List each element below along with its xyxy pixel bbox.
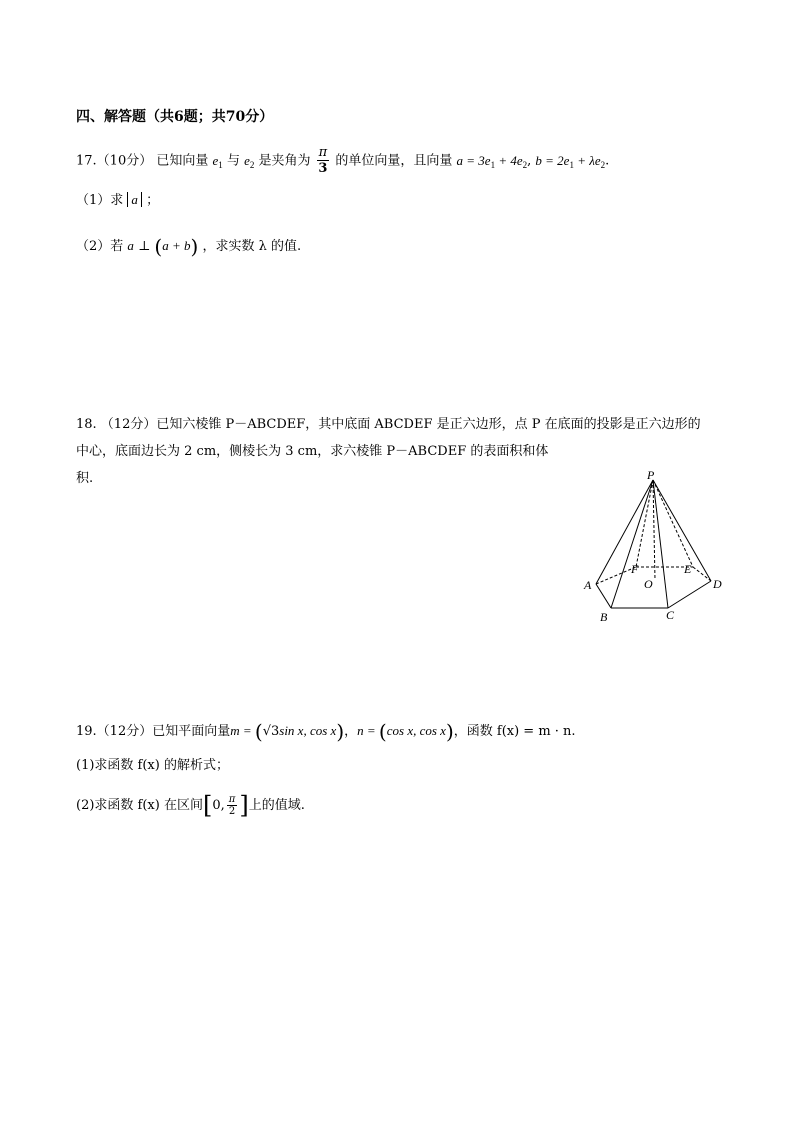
vector-n-components: cos x, cos x [386, 723, 446, 738]
label-O: O [644, 577, 653, 591]
magnitude-a: a [127, 192, 142, 207]
label-A: A [584, 578, 592, 592]
q17-mid: 是夹角为 [258, 153, 311, 169]
vector-n-def: n = [357, 723, 379, 738]
question-19-stem: 19.（12分）已知平面向量m = (√3sin x, cos x)，n = (cos x, cos x)，函数 f(x) = m · n. [76, 719, 576, 744]
question-18-line-1: 18. （12分）已知六棱锥 P－ABCDEF，其中底面 ABCDEF 是正六边形，点 P 在底面的投影是正六边形的 [76, 417, 701, 432]
question-19-part-1: (1)求函数 f(x) 的解析式； [76, 758, 229, 773]
edge-PC [653, 480, 668, 608]
vector-b-definition: $b = 2e_1 + \lambda e_2$ [535, 152, 606, 170]
interval-fraction: $\frac{\pi}{2}$ [228, 794, 236, 817]
section-title: 四、解答题（共6题；共70分） [76, 109, 274, 125]
vector-a: a [127, 238, 134, 253]
interval-left: 0, [212, 798, 225, 813]
q17-and: 与 [226, 153, 240, 169]
vector-a-definition: $a = 3e_1 + 4e_2$ [456, 152, 528, 170]
q19-part2-post: 上的值域. [248, 798, 305, 813]
question-17-part-2: （2）若 a ⊥ (a + b) ，求实数 λ 的值. [76, 234, 302, 259]
q17-part2-label: （2）若 [76, 239, 124, 254]
angle-fraction: $\frac{\pi}{3}$ [318, 145, 328, 176]
q17-part2-end: ，求实数 λ 的值. [202, 239, 302, 254]
label-F: F [631, 562, 639, 576]
function-definition: ，函数 f(x) = m · n. [453, 724, 576, 739]
edge-PD [653, 480, 711, 581]
edge-AB [596, 584, 611, 608]
q17-part1-end: ； [146, 193, 160, 208]
q17-intro: 已知向量 [156, 153, 209, 169]
perpendicular-symbol: ⊥ [138, 239, 155, 254]
label-D: D [713, 577, 722, 591]
edge-PE [653, 480, 693, 567]
vector-m-components: sin x, cos x [279, 723, 337, 738]
sqrt-3: √3 [262, 724, 280, 739]
label-B: B [600, 610, 608, 624]
q17-tail: 的单位向量，且向量 [335, 153, 453, 169]
q17-part1-label: （1）求 [76, 193, 124, 208]
q19-part2-pre: (2)求函数 f(x) 在区间 [76, 798, 203, 813]
question-18-line-2: 中心，底面边长为 2 cm，侧棱长为 3 cm，求六棱锥 P－ABCDEF 的表面积和体 [76, 444, 549, 459]
vector-m-def: m = [230, 723, 255, 738]
q19-separator: ， [344, 724, 358, 739]
label-E: E [684, 562, 692, 576]
question-19-part-2: (2)求函数 f(x) 在区间[0, $\frac{\pi}{2}$ ]上的值域. [76, 791, 305, 820]
hexagonal-pyramid-figure [580, 470, 730, 625]
edge-AF [596, 567, 636, 584]
vector-sum: a + b [162, 238, 191, 253]
label-C: C [666, 608, 675, 622]
label-P: P [647, 470, 655, 482]
question-18-line-3: 积. [76, 471, 94, 486]
q19-number: 19.（12分）已知平面向量 [76, 724, 231, 739]
q17-number: 17.（10分） [76, 153, 153, 169]
vector-e1: $e_1$ [212, 152, 223, 170]
vector-e2: $e_2$ [244, 152, 255, 170]
question-17-stem: 17.（10分） 已知向量 $e_1$ 与 $e_2$ 是夹角为 $\frac{\pi}{3}$ 的单位向量，且向量 $a = 3e_1 + 4e_2$, $b = 2e_1 + \lambda e_2$. [76, 145, 610, 176]
edge-CD [668, 581, 711, 608]
question-17-part-1 [76, 190, 159, 211]
edge-ED [693, 567, 711, 581]
